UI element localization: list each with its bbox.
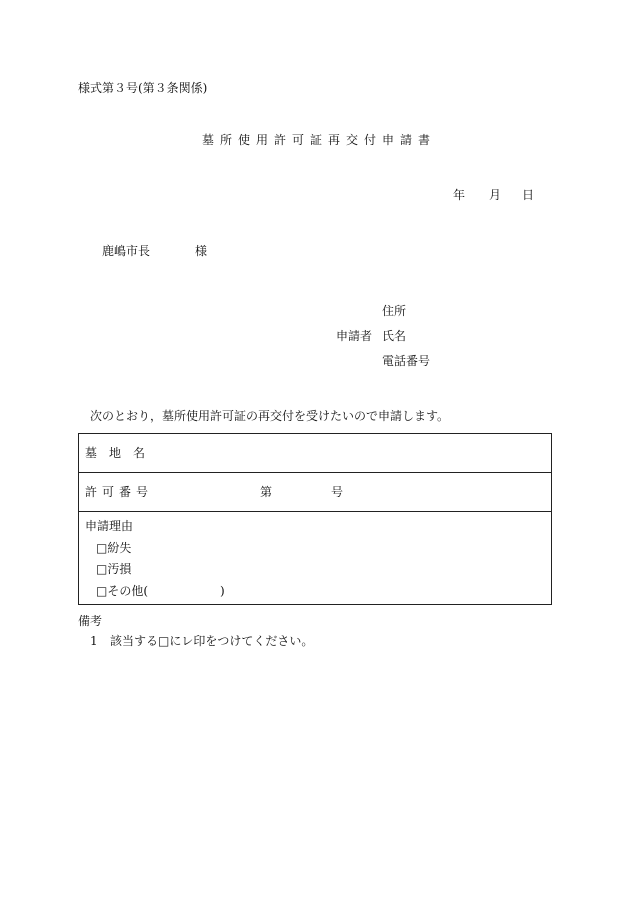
application-table [78, 433, 552, 605]
addressee-name: 鹿嶋市長 [102, 244, 151, 258]
note-number: 1 [90, 634, 98, 648]
applicant-role: 申請者 [336, 329, 373, 343]
form-number: 様式第３号(第３条関係) [78, 81, 208, 95]
date-day: 日 [522, 188, 535, 202]
document-title: 墓所使用許可証再交付申請書 [202, 133, 437, 147]
addressee-honorific: 様 [195, 244, 208, 258]
applicant-phone-label: 電話番号 [382, 354, 431, 368]
permit-label: 許可番号 [85, 485, 154, 499]
permit-dai: 第 [260, 485, 273, 499]
date-year: 年 [453, 188, 466, 202]
reason-other: □その他( ) [96, 584, 225, 598]
reason-lost: □紛失 [96, 541, 132, 555]
permit-go: 号 [331, 485, 344, 499]
permit-row [79, 472, 551, 512]
applicant-address-label: 住所 [382, 304, 407, 318]
date-month: 月 [489, 188, 502, 202]
intro-text: 次のとおり，墓所使用許可証の再交付を受けたいので申請します。 [90, 409, 450, 423]
cemetery-row [79, 434, 551, 473]
reason-damaged: □汚損 [96, 562, 132, 576]
applicant-name-label: 氏名 [382, 329, 407, 343]
note-text: 該当する□にレ印をつけてください。 [110, 634, 314, 648]
notes-heading: 備考 [78, 614, 103, 628]
reason-label: 申請理由 [85, 519, 134, 533]
cemetery-label: 墓 地 名 [85, 446, 146, 460]
